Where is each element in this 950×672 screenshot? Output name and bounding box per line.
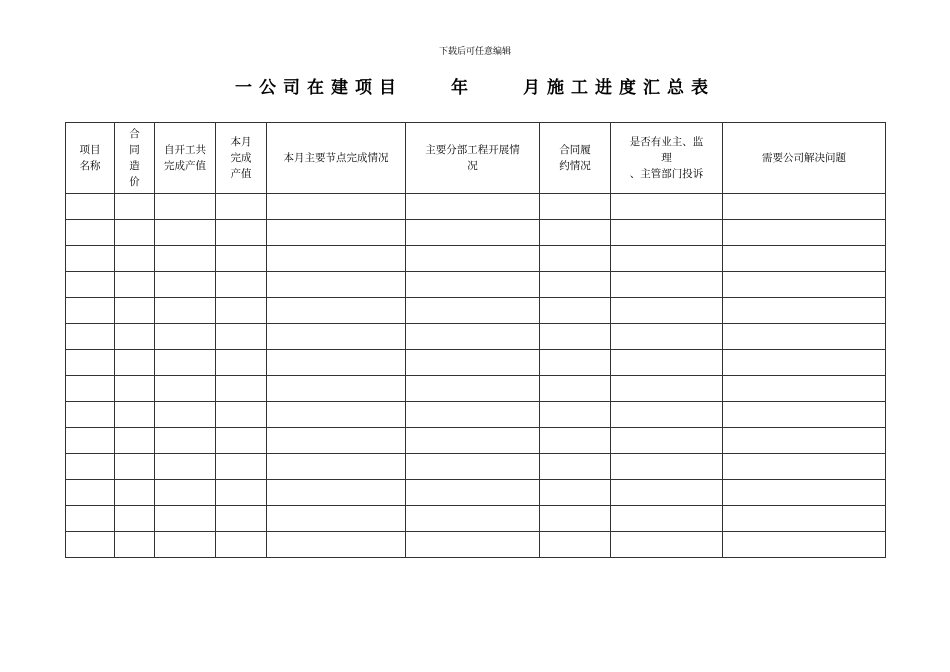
- table-cell-contract-price[interactable]: [115, 480, 155, 506]
- table-cell-contract-price[interactable]: [115, 272, 155, 298]
- table-cell-contract-performance[interactable]: [540, 246, 611, 272]
- table-cell-contract-performance[interactable]: [540, 220, 611, 246]
- table-cell-subprojects[interactable]: [406, 428, 540, 454]
- table-cell-milestones[interactable]: [267, 402, 406, 428]
- table-cell-monthly-output[interactable]: [216, 350, 267, 376]
- table-cell-subprojects[interactable]: [406, 402, 540, 428]
- table-cell-complaints[interactable]: [611, 506, 723, 532]
- table-cell-cumulative-output[interactable]: [155, 376, 216, 402]
- table-cell-cumulative-output[interactable]: [155, 220, 216, 246]
- table-cell-milestones[interactable]: [267, 506, 406, 532]
- table-cell-monthly-output[interactable]: [216, 506, 267, 532]
- column-header-contract-price: 合 同 造 价: [115, 123, 155, 194]
- table-cell-cumulative-output[interactable]: [155, 272, 216, 298]
- table-cell-issues[interactable]: [723, 402, 886, 428]
- table-cell-project-name[interactable]: [66, 532, 115, 558]
- table-cell-contract-price[interactable]: [115, 532, 155, 558]
- table-cell-complaints[interactable]: [611, 350, 723, 376]
- table-row: [66, 506, 886, 532]
- table-cell-cumulative-output[interactable]: [155, 350, 216, 376]
- table-cell-contract-price[interactable]: [115, 324, 155, 350]
- table-cell-milestones[interactable]: [267, 532, 406, 558]
- table-cell-subprojects[interactable]: [406, 350, 540, 376]
- table-cell-contract-price[interactable]: [115, 428, 155, 454]
- column-header-milestones: 本月主要节点完成情况: [267, 123, 406, 194]
- table-body: [66, 194, 886, 558]
- table-row: [66, 480, 886, 506]
- column-header-cumulative-output: 自开工共 完成产值: [155, 123, 216, 194]
- table-cell-complaints[interactable]: [611, 480, 723, 506]
- table-cell-milestones[interactable]: [267, 246, 406, 272]
- table-cell-project-name[interactable]: [66, 506, 115, 532]
- header-note: 下载后可任意编辑: [438, 47, 511, 57]
- table-cell-issues[interactable]: [723, 532, 886, 558]
- table-cell-subprojects[interactable]: [406, 532, 540, 558]
- table-row: [66, 402, 886, 428]
- table-cell-contract-performance[interactable]: [540, 506, 611, 532]
- table-cell-contract-performance[interactable]: [540, 272, 611, 298]
- table-cell-project-name[interactable]: [66, 402, 115, 428]
- table-row: [66, 532, 886, 558]
- column-header-complaints: 是否有业主、监 理 、主管部门投诉: [611, 123, 723, 194]
- table-cell-issues[interactable]: [723, 220, 886, 246]
- table-cell-contract-price[interactable]: [115, 194, 155, 220]
- table-cell-monthly-output[interactable]: [216, 454, 267, 480]
- table-cell-contract-performance[interactable]: [540, 194, 611, 220]
- table-cell-monthly-output[interactable]: [216, 272, 267, 298]
- column-header-issues: 需要公司解决问题: [723, 123, 886, 194]
- column-header-contract-performance: 合同履 约情况: [540, 123, 611, 194]
- table-header-row: [66, 123, 886, 194]
- table-cell-cumulative-output[interactable]: [155, 532, 216, 558]
- table-cell-monthly-output[interactable]: [216, 220, 267, 246]
- table-cell-issues[interactable]: [723, 480, 886, 506]
- table-cell-cumulative-output[interactable]: [155, 428, 216, 454]
- table-cell-subprojects[interactable]: [406, 324, 540, 350]
- table-cell-contract-price[interactable]: [115, 246, 155, 272]
- table-cell-project-name[interactable]: [66, 350, 115, 376]
- table-cell-monthly-output[interactable]: [216, 298, 267, 324]
- column-header-project-name: 项目 名称: [66, 123, 115, 194]
- table-cell-monthly-output[interactable]: [216, 532, 267, 558]
- table-cell-complaints[interactable]: [611, 428, 723, 454]
- table-row: [66, 246, 886, 272]
- table-row: [66, 298, 886, 324]
- table-cell-issues[interactable]: [723, 246, 886, 272]
- table-cell-project-name[interactable]: [66, 298, 115, 324]
- table-cell-complaints[interactable]: [611, 402, 723, 428]
- table-cell-complaints[interactable]: [611, 324, 723, 350]
- table-cell-contract-performance[interactable]: [540, 402, 611, 428]
- table-cell-project-name[interactable]: [66, 324, 115, 350]
- table-cell-issues[interactable]: [723, 194, 886, 220]
- table-cell-contract-performance[interactable]: [540, 428, 611, 454]
- table-cell-issues[interactable]: [723, 272, 886, 298]
- table-cell-issues[interactable]: [723, 324, 886, 350]
- table-cell-contract-performance[interactable]: [540, 532, 611, 558]
- table-cell-issues[interactable]: [723, 298, 886, 324]
- table-cell-project-name[interactable]: [66, 246, 115, 272]
- table-cell-project-name[interactable]: [66, 480, 115, 506]
- table-cell-subprojects[interactable]: [406, 506, 540, 532]
- table-cell-issues[interactable]: [723, 454, 886, 480]
- table-cell-complaints[interactable]: [611, 298, 723, 324]
- table-cell-subprojects[interactable]: [406, 480, 540, 506]
- table-row: [66, 272, 886, 298]
- table-cell-project-name[interactable]: [66, 376, 115, 402]
- table-cell-complaints[interactable]: [611, 532, 723, 558]
- table-cell-subprojects[interactable]: [406, 220, 540, 246]
- table-cell-contract-performance[interactable]: [540, 350, 611, 376]
- table-cell-project-name[interactable]: [66, 272, 115, 298]
- table-cell-contract-price[interactable]: [115, 402, 155, 428]
- table-cell-contract-performance[interactable]: [540, 480, 611, 506]
- table-cell-project-name[interactable]: [66, 220, 115, 246]
- table-cell-monthly-output[interactable]: [216, 194, 267, 220]
- column-header-subprojects: 主要分部工程开展情 况: [406, 123, 540, 194]
- table-row: [66, 428, 886, 454]
- table-cell-cumulative-output[interactable]: [155, 480, 216, 506]
- table-cell-contract-performance[interactable]: [540, 298, 611, 324]
- table-cell-subprojects[interactable]: [406, 246, 540, 272]
- table-row: [66, 376, 886, 402]
- table-cell-cumulative-output[interactable]: [155, 298, 216, 324]
- table-cell-subprojects[interactable]: [406, 272, 540, 298]
- table-cell-subprojects[interactable]: [406, 454, 540, 480]
- table-cell-issues[interactable]: [723, 350, 886, 376]
- table-cell-milestones[interactable]: [267, 428, 406, 454]
- table-cell-milestones[interactable]: [267, 350, 406, 376]
- column-header-monthly-output: 本月 完成 产值: [216, 123, 267, 194]
- table-cell-milestones[interactable]: [267, 220, 406, 246]
- table-cell-milestones[interactable]: [267, 376, 406, 402]
- table-row: [66, 324, 886, 350]
- table-cell-cumulative-output[interactable]: [155, 506, 216, 532]
- table-cell-contract-price[interactable]: [115, 350, 155, 376]
- table-cell-cumulative-output[interactable]: [155, 324, 216, 350]
- table-cell-milestones[interactable]: [267, 324, 406, 350]
- table-cell-contract-price[interactable]: [115, 376, 155, 402]
- table-cell-contract-price[interactable]: [115, 298, 155, 324]
- table-cell-cumulative-output[interactable]: [155, 402, 216, 428]
- table-cell-issues[interactable]: [723, 428, 886, 454]
- table-cell-cumulative-output[interactable]: [155, 454, 216, 480]
- table-cell-milestones[interactable]: [267, 454, 406, 480]
- table-cell-contract-performance[interactable]: [540, 324, 611, 350]
- table-cell-monthly-output[interactable]: [216, 246, 267, 272]
- table-cell-milestones[interactable]: [267, 194, 406, 220]
- table-row: [66, 454, 886, 480]
- table-cell-milestones[interactable]: [267, 298, 406, 324]
- table-cell-milestones[interactable]: [267, 272, 406, 298]
- table-cell-issues[interactable]: [723, 376, 886, 402]
- table-cell-monthly-output[interactable]: [216, 376, 267, 402]
- progress-summary-table: [65, 122, 886, 558]
- table-cell-monthly-output[interactable]: [216, 428, 267, 454]
- table-cell-complaints[interactable]: [611, 220, 723, 246]
- table-cell-subprojects[interactable]: [406, 376, 540, 402]
- table-cell-complaints[interactable]: [611, 272, 723, 298]
- table-cell-contract-price[interactable]: [115, 220, 155, 246]
- document-title: 一公司在建项目 年 月施工进度汇总表: [235, 78, 715, 98]
- table-cell-complaints[interactable]: [611, 376, 723, 402]
- table-cell-monthly-output[interactable]: [216, 324, 267, 350]
- table-cell-project-name[interactable]: [66, 194, 115, 220]
- table-row: [66, 194, 886, 220]
- table-cell-complaints[interactable]: [611, 246, 723, 272]
- table-cell-milestones[interactable]: [267, 480, 406, 506]
- table-cell-monthly-output[interactable]: [216, 480, 267, 506]
- table-cell-project-name[interactable]: [66, 428, 115, 454]
- table-row: [66, 220, 886, 246]
- table-cell-complaints[interactable]: [611, 194, 723, 220]
- table-cell-subprojects[interactable]: [406, 194, 540, 220]
- table-cell-subprojects[interactable]: [406, 298, 540, 324]
- table-cell-issues[interactable]: [723, 506, 886, 532]
- table-cell-project-name[interactable]: [66, 454, 115, 480]
- table-cell-complaints[interactable]: [611, 454, 723, 480]
- table-cell-contract-performance[interactable]: [540, 376, 611, 402]
- table-cell-contract-price[interactable]: [115, 506, 155, 532]
- table-cell-monthly-output[interactable]: [216, 402, 267, 428]
- table-cell-cumulative-output[interactable]: [155, 194, 216, 220]
- table-row: [66, 350, 886, 376]
- table-cell-contract-performance[interactable]: [540, 454, 611, 480]
- table-cell-contract-price[interactable]: [115, 454, 155, 480]
- table-cell-cumulative-output[interactable]: [155, 246, 216, 272]
